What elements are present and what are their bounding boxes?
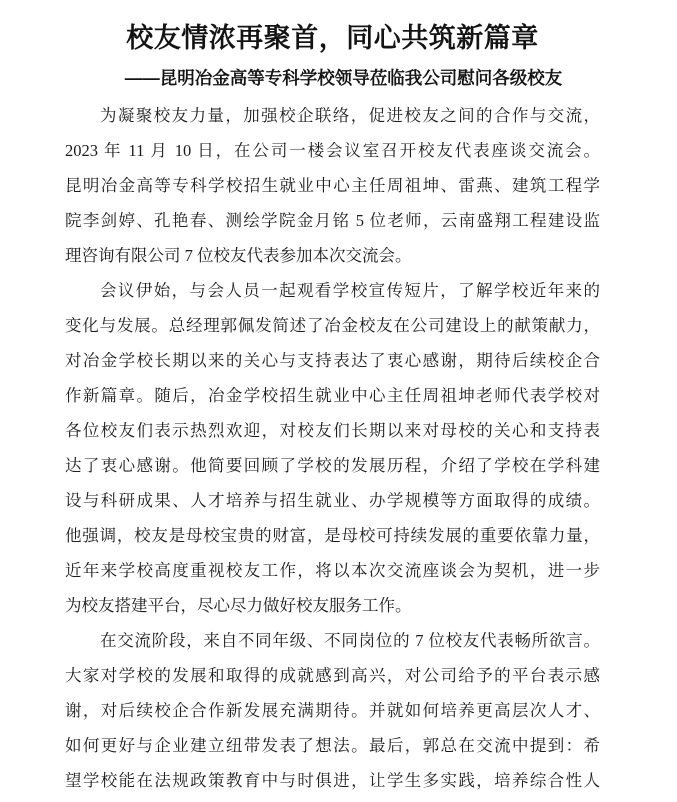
text-line: 昆明冶金高等专科学校招生就业中心主任周祖坤、雷燕、建筑工程学	[65, 176, 600, 195]
text-line: 望学校能在法规政策教育中与时俱进，让学生多实践，培养综合性人	[65, 771, 600, 790]
text-line: 如何更好与企业建立纽带发表了想法。最后，郭总在交流中提到：希	[65, 736, 600, 755]
text-line: 达了衷心感谢。他简要回顾了学校的发展历程，介绍了学校在学科建	[65, 456, 600, 475]
text-line: 会议伊始，与会人员一起观看学校宣传短片，了解学校近年来的	[100, 281, 600, 300]
text-line: 为凝聚校友力量，加强校企联络，促进校友之间的合作与交流，	[100, 106, 600, 125]
article-body	[65, 98, 600, 798]
text-line: 近年来学校高度重视校友工作，将以本次交流座谈会为契机，进一步	[65, 561, 600, 580]
text-line: 各位校友们表示热烈欢迎，对校友们长期以来对母校的关心和支持表	[65, 421, 600, 440]
text-line: 他强调，校友是母校宝贵的财富，是母校可持续发展的重要依靠力量，	[65, 526, 600, 545]
document-subtitle: ——昆明冶金高等专科学校领导莅临我公司慰问各级校友	[124, 68, 563, 88]
paragraph	[65, 98, 600, 273]
text-line: 对冶金学校长期以来的关心与支持表达了衷心感谢，期待后续校企合	[65, 351, 600, 370]
document-title: 校友情浓再聚首，同心共筑新篇章	[126, 23, 539, 53]
paragraph	[65, 273, 600, 623]
paragraph	[65, 623, 600, 798]
text-line: 设与科研成果、人才培养与招生就业、办学规模等方面取得的成绩。	[65, 491, 600, 510]
text-line: 院李剑婷、孔艳春、测绘学院金月铭 5 位老师，云南盛翔工程建设监	[65, 211, 600, 230]
text-line: 作新篇章。随后，冶金学校招生就业中心主任周祖坤老师代表学校对	[65, 386, 600, 405]
text-line: 大家对学校的发展和取得的成就感到高兴，对公司给予的平台表示感	[65, 666, 600, 685]
text-line: 谢，对后续校企合作新发展充满期待。并就如何培养更高层次人才、	[65, 701, 600, 720]
text-line: 在交流阶段，来自不同年级、不同岗位的 7 位校友代表畅所欲言。	[100, 631, 600, 650]
text-line: 为校友搭建平台，尽心尽力做好校友服务工作。	[65, 596, 412, 615]
text-line: 变化与发展。总经理郭佩发简述了冶金校友在公司建设上的献策献力，	[65, 316, 600, 335]
text-line: 理咨询有限公司 7 位校友代表参加本次交流会。	[65, 246, 412, 265]
text-line: 2023 年 11 月 10 日，在公司一楼会议室召开校友代表座谈交流会。	[65, 141, 600, 160]
